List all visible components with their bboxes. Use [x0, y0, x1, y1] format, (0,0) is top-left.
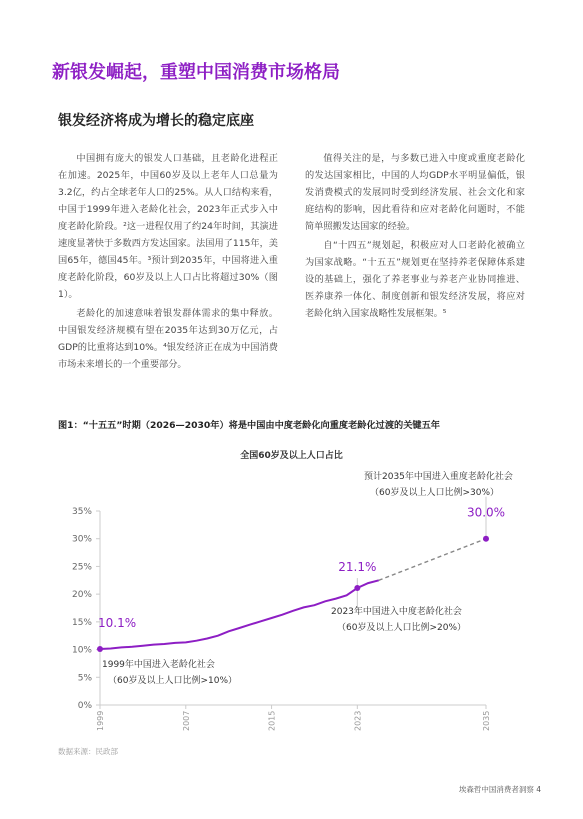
y-tick-label: 10%: [71, 645, 92, 656]
annotation-text: （60岁及以上人口比例>30%）: [370, 488, 499, 498]
y-tick-label: 20%: [71, 590, 92, 601]
paragraph: 中国拥有庞大的银发人口基础，且老龄化进程正在加速。2025年，中国60岁及以上老年人口总量为3.2亿，约占全球老年人口的25%。从人口结构来看，中国于1999年进入老龄化社会，2023年正式步入中度老龄化阶段。²这一进程仅用了约24年时间，其演进速度显著快于多数西方发达国家。法国用了115年，美国65年，德国45年。³预计到2035年，中国将进入重度老龄化阶段，60岁及以上人口占比将超过30%（图1）。: [58, 153, 278, 300]
figure-caption: 图1：“十五五”时期（2026—2030年）将是中国由中度老龄化向重度老龄化过渡的关键五年: [58, 420, 440, 431]
data-point: [97, 646, 103, 652]
y-tick-label: 25%: [71, 562, 92, 573]
y-tick-label: 30%: [71, 534, 92, 545]
data-label: 10.1%: [98, 616, 137, 631]
page-footer: 埃森哲中国消费者洞察 4: [458, 785, 541, 794]
y-tick-label: 5%: [77, 673, 92, 684]
annotation-text: 预计2035年中国进入重度老龄化社会: [364, 472, 513, 482]
y-tick-label: 0%: [77, 701, 92, 711]
source-note: 数据来源：民政部: [58, 747, 118, 756]
x-tick-label: 2023: [353, 710, 363, 731]
projection-line: [379, 539, 486, 581]
x-tick-label: 2007: [181, 710, 191, 731]
y-tick-label: 35%: [71, 507, 92, 517]
paragraph: 值得关注的是，与多数已进入中度或重度老龄化的发达国家相比，中国的人均GDP水平明显偏低，银发消费模式的发展同时受到经济发展、社会文化和家庭结构的影响，因此看待和应对老龄化问题时，不能简单照搬发达国家的经验。: [305, 153, 525, 232]
annotation-text: （60岁及以上人口比例>20%）: [337, 623, 466, 633]
data-point: [354, 585, 360, 591]
x-tick-label: 2015: [267, 710, 277, 731]
data-label: 30.0%: [466, 505, 506, 520]
page-title: 新银发崛起，重塑中国消费市场格局: [52, 62, 340, 83]
x-tick-label: 1999: [96, 710, 105, 731]
data-point: [483, 536, 489, 542]
paragraph: 老龄化的加速意味着银发群体需求的集中释放。中国银发经济规模有望在2035年达到30万亿元，占GDP的比重将达到10%。⁴银发经济正在成为中国消费市场未来增长的一个重要部分。: [58, 308, 278, 370]
x-tick-label: 2035: [482, 710, 491, 731]
annotation-text: 1999年中国进入老龄化社会: [102, 660, 215, 670]
chart-title: 全国60岁及以上人口占比: [240, 451, 343, 461]
data-label: 21.1%: [338, 560, 377, 575]
paragraph: 自“十四五”规划起，积极应对人口老龄化被确立为国家战略。“十五五”规划更在坚持养老保障体系建设的基础上，强化了养老事业与养老产业协同推进、医养康养一体化、制度创新和银发经济发展，将应对老龄化纳入国家战略性发展框架。⁵: [305, 240, 525, 319]
annotation-text: 2023年中国进入中度老龄化社会: [331, 607, 462, 617]
section-subtitle: 银发经济将成为增长的稳定底座: [58, 113, 254, 129]
annotation-text: （60岁及以上人口比例>10%）: [108, 676, 237, 686]
y-tick-label: 15%: [71, 617, 92, 628]
